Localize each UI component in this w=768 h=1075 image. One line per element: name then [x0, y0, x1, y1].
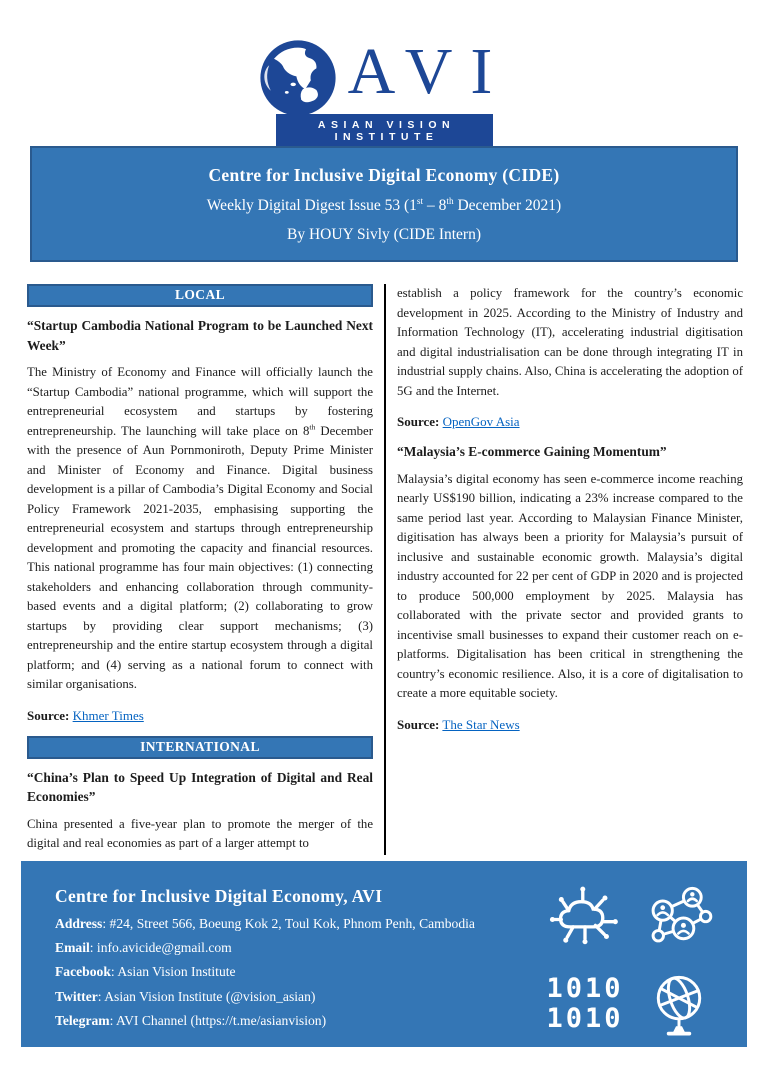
china-source-line	[397, 414, 743, 430]
footer-facebook-line	[55, 960, 475, 984]
masthead-title: Centre for Inclusive Digital Economy (CIDE)	[208, 164, 560, 185]
footer-facebook-label: Facebook	[55, 964, 111, 980]
avi-logo-row	[258, 36, 511, 118]
malaysia-source-line	[397, 717, 743, 733]
malaysia-article-body: Malaysia’s digital economy has seen e-commerce income reaching nearly US$190 billion, indicating a 23% increase compared to the same period last year. According to Malaysian Finance Minister, digitisation has always been a priority for Malaysia’s pursuit of inclusive and sustainable economic growth. Malaysia’s digital industry accounted for 22 per cent of GDP in 2020 and is projected to produce 500,000 employment by 2025. Malaysia has collaborated with the private sector and provided grants to incentivise small businesses to expand their customer reach on e-platforms. Digitalisation has been critical in strengthening the country’s economic resilience. Also, it is a core of digitalisation to create a more equitable society.	[397, 471, 743, 700]
local-source-label: Source:	[27, 707, 70, 723]
footer-address-line	[55, 912, 475, 936]
local-source-link[interactable]: Khmer Times	[72, 707, 144, 723]
avi-acronym: AVI	[347, 35, 511, 108]
footer-twitter-line	[55, 985, 475, 1009]
masthead-band	[30, 146, 738, 262]
footer-email-label: Email	[55, 940, 90, 956]
column-divider	[384, 284, 386, 855]
issue-text-post: December 2021)	[453, 196, 562, 214]
malaysia-article-title: “Malaysia’s E-commerce Gaining Momentum”	[397, 444, 667, 459]
footer-twitter-value: : Asian Vision Institute (@vision_asian)	[97, 988, 316, 1004]
china-article-body-right: establish a policy framework for the country’s economic development in 2025. According to the Ministry of Industry and Information Technology (IT), accelerating industrial digitisation and digital industrialisation can be done through integrating IT in industrial supply chains. Also, China is accelerating the adoption of 5G and the Internet.	[397, 286, 743, 398]
footer-twitter-label: Twitter	[55, 988, 98, 1004]
masthead-issue-line	[32, 197, 736, 215]
issue-text-mid: – 8	[423, 196, 447, 214]
china-source-label: Source:	[397, 414, 440, 429]
footer-icon-grid	[539, 875, 725, 1047]
footer-telegram-line	[55, 1009, 475, 1033]
footer-facebook-value: : Asian Vision Institute	[110, 964, 236, 980]
footer-telegram-value: : AVI Channel (https://t.me/asianvision)	[109, 1012, 327, 1028]
column-gutter	[373, 284, 397, 859]
right-column	[397, 284, 743, 859]
section-header-local: LOCAL	[27, 284, 373, 307]
institute-banner: ASIAN VISION INSTITUTE	[276, 114, 493, 147]
local-article-title: “Startup Cambodia National Program to be Launched Next Week”	[27, 318, 373, 353]
binary-code-icon	[546, 974, 623, 1033]
footer-address-value: : #24, Street 566, Boeung Kok 2, Toul Kok, Phnom Penh, Cambodia	[102, 916, 475, 931]
china-source-link[interactable]: OpenGov Asia	[442, 414, 520, 429]
china-article-body-left: China presented a five-year plan to promote the merger of the digital and real economies as part of a larger attempt to	[27, 816, 373, 850]
left-column	[27, 284, 373, 859]
footer-address-label: Address	[55, 916, 103, 931]
people-network-icon	[642, 881, 716, 955]
local-body-sup: th	[309, 422, 316, 432]
content-area	[27, 284, 743, 859]
china-article-title: “China’s Plan to Speed Up Integration of Digital and Real Economies”	[27, 769, 373, 804]
local-body-post: December with the presence of Aun Pornmoniroth, Deputy Prime Minister and Minister of Economy and Finance. Digital business development is a pillar of Cambodia’s Digital Economy and Social Policy Framework 2021-2035, emphasising supporting the entrepreneurial ecosystem and startups through entrepreneurship development and promoting the capacity and financial resources. This national programme has four main objectives: (1) connecting stakeholders and enhancing collaboration through community-based events and a digital platform; (2) collaborating to grow startups by providing clear support mechanisms; (3) entrepreneurship and the entire startup ecosystem through a digital platform; and (4) serving as a national forum to connect with similar organisations.	[27, 423, 373, 691]
globe-stand-icon	[642, 967, 716, 1041]
footer-email-value: : info.avicide@gmail.com	[89, 940, 232, 956]
footer-band	[21, 861, 747, 1047]
footer-title: Centre for Inclusive Digital Economy, AVI	[55, 886, 383, 906]
binary-line-2: 1010	[546, 1003, 624, 1034]
footer-contact-block	[21, 861, 475, 1047]
local-body-pre: The Ministry of Economy and Finance will officially launch the “Startup Cambodia” national programme, which will support the entrepreneurial ecosystem and startups by fostering entrepreneurship. The launching will take place on 8	[27, 365, 373, 438]
section-header-international: INTERNATIONAL	[27, 736, 373, 759]
footer-telegram-label: Telegram	[55, 1012, 110, 1028]
issue-sup-th: th	[446, 196, 454, 207]
issue-sup-st: st	[416, 196, 424, 207]
malaysia-source-label: Source:	[397, 716, 440, 732]
malaysia-source-link[interactable]: The Star News	[442, 716, 520, 732]
issue-text-pre: Weekly Digital Digest Issue 53 (1	[206, 196, 417, 214]
local-article-body	[27, 363, 373, 695]
local-source-line	[27, 708, 373, 724]
cloud-network-icon	[548, 881, 622, 955]
avi-logo-block	[0, 36, 768, 147]
footer-email-line	[55, 936, 475, 960]
binary-line-1: 1010	[546, 973, 624, 1005]
masthead-byline: By HOUY Sivly (CIDE Intern)	[286, 225, 481, 243]
avi-globe-icon	[258, 38, 338, 118]
